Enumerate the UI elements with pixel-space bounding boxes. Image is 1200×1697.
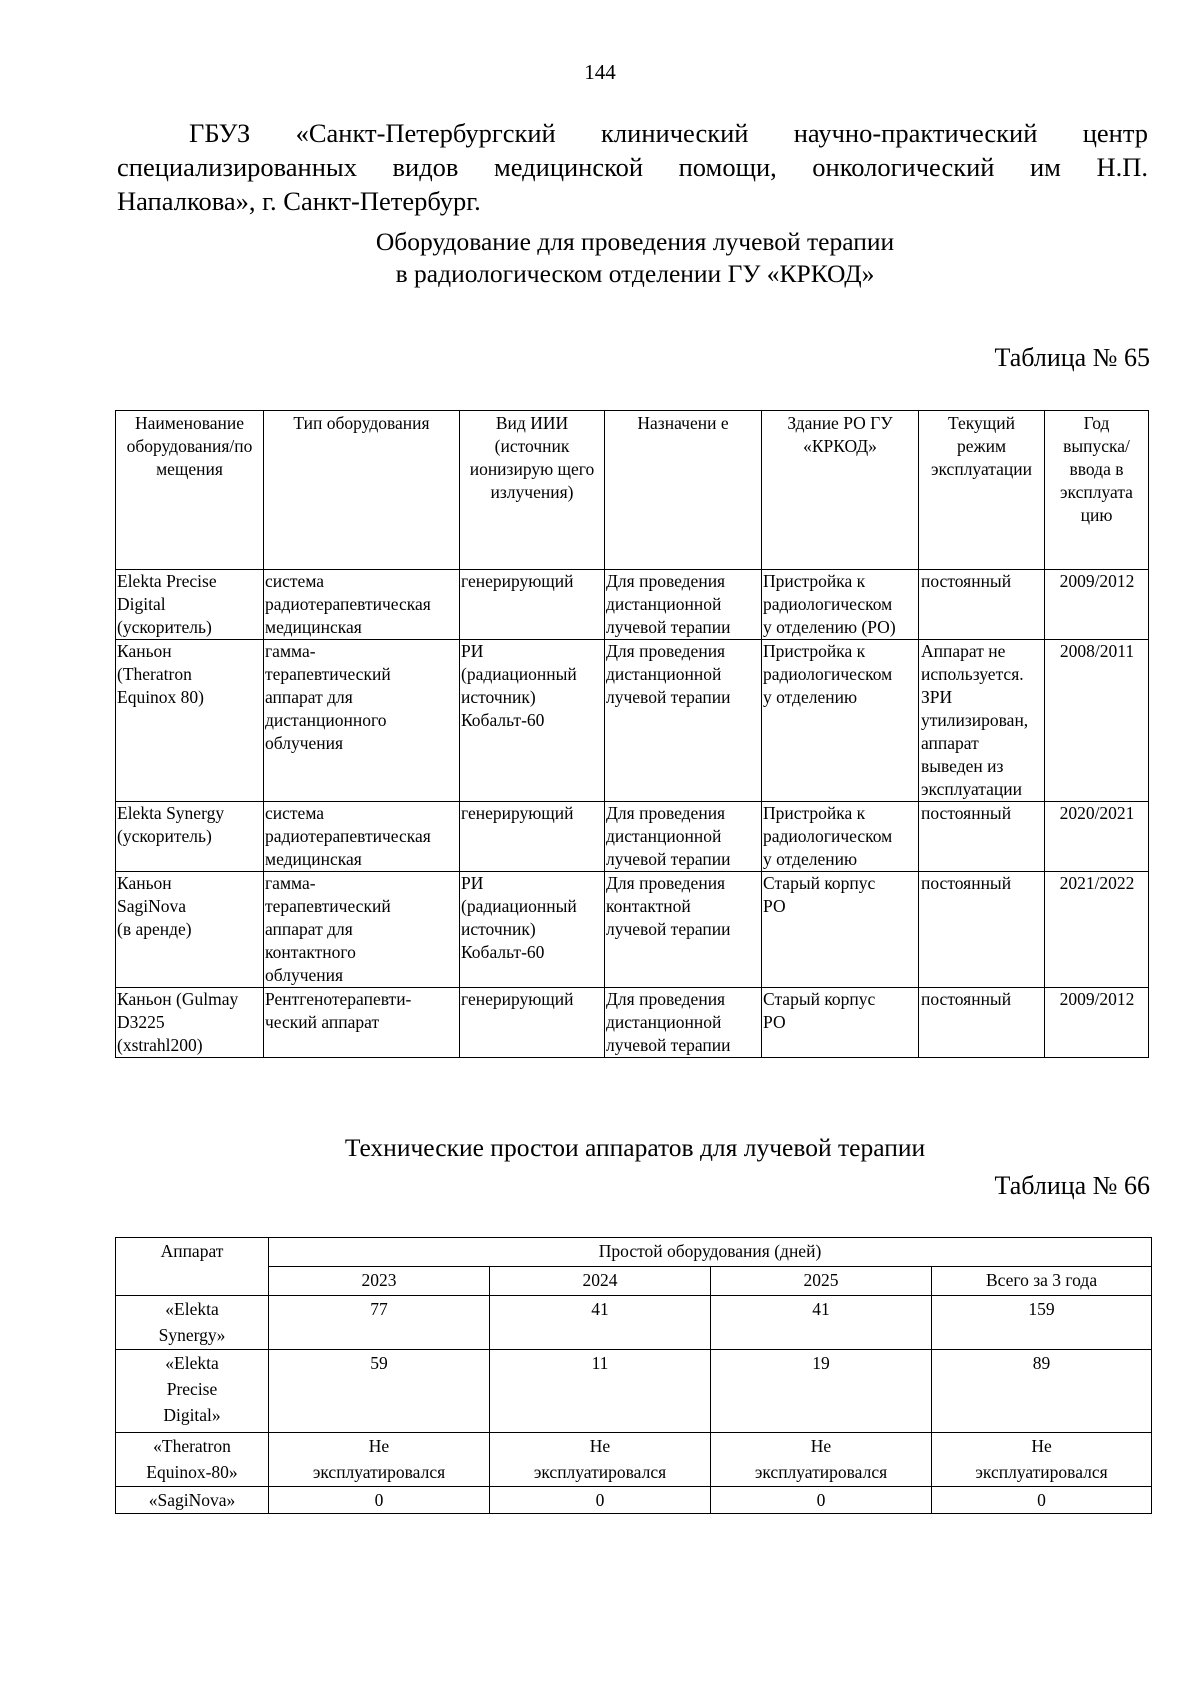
cell-line: источник) [461,919,536,939]
cell-line: радиотерапевтическая [265,594,431,614]
cell-line: «Elekta [165,1353,219,1373]
cell-line: Здание РО ГУ [787,413,893,433]
cell-line: Пристройка к [763,641,866,661]
cell-line: контактного [265,942,356,962]
cell-equipment-name [116,570,264,640]
cell-line: 41 [591,1299,609,1319]
header-building [762,411,919,570]
cell-equipment-type [264,802,460,872]
cell-line: Пристройка к [763,803,866,823]
table-row [116,1350,1152,1433]
cell-line: Наименование [134,413,245,433]
cell-line: Старый корпус [763,989,876,1009]
cell-building [762,872,919,988]
cell-line: 159 [1028,1299,1055,1319]
cell-line: медицинская [265,849,362,869]
cell-building [762,802,919,872]
cell-line: Год [1083,413,1110,433]
cell-line: эксплуатации [930,459,1032,479]
cell-line: у отделению [763,687,858,707]
intro-line: Напалкова», г. Санкт-Петербург. [117,186,481,216]
cell-purpose [605,872,762,988]
cell-equipment-name [116,872,264,988]
cell-equipment-name [116,988,264,1058]
table-row [116,1487,1152,1514]
section-title-line: Оборудование для проведения лучевой терапии [375,227,895,256]
cell-radiation-source [460,640,605,802]
cell-line: ионизирую щего [469,459,595,479]
cell-line: Digital» [163,1405,221,1425]
cell-status [919,872,1045,988]
cell-line: D3225 [117,1012,165,1032]
table-row [116,872,1149,988]
header-year: 2023 [269,1267,490,1296]
cell-line: 0 [374,1490,384,1510]
intro-paragraph [117,116,1148,218]
header-total: Всего за 3 года [932,1267,1152,1296]
cell-line: 77 [370,1299,388,1319]
table-label-66: Таблица № 66 [994,1171,1150,1200]
header-year [1045,411,1149,570]
cell-line: радиологическом [763,826,893,846]
cell-equipment-name [116,802,264,872]
cell-line: утилизирован, [921,710,1029,730]
cell-line: Equinox 80) [117,687,205,707]
cell-line: (xstrahl200) [117,1035,203,1055]
cell-line: эксплуатировался [754,1462,888,1482]
cell-line: генерирующий [461,989,574,1009]
cell-year [1045,570,1149,640]
table-row [116,1433,1152,1487]
cell-line: Digital [117,594,166,614]
cell-purpose [605,802,762,872]
cell-total [932,1296,1152,1350]
cell-line: Старый корпус [763,873,876,893]
cell-apparatus [116,1350,269,1433]
cell-status [919,570,1045,640]
cell-line: у отделению [763,849,858,869]
equipment-table [115,410,1149,1058]
cell-line: система [265,803,325,823]
cell-line: облучения [265,733,344,753]
cell-line: Текущий [947,413,1015,433]
header-operating-mode [919,411,1045,570]
table-row [116,802,1149,872]
cell-purpose [605,988,762,1058]
cell-line: 41 [812,1299,830,1319]
header-equipment-type [264,411,460,570]
cell-line: терапевтический [265,664,391,684]
table-label-65: Таблица № 65 [994,343,1150,372]
cell-radiation-source [460,872,605,988]
cell-line: Назначени е [637,413,729,433]
cell-downtime [269,1296,490,1350]
cell-year [1045,640,1149,802]
cell-downtime [490,1433,711,1487]
cell-line: «SagiNova» [148,1490,236,1510]
cell-line: выведен из [921,756,1004,776]
cell-line: 2008/2011 [1059,641,1135,661]
cell-line: Пристройка к [763,571,866,591]
cell-line: оборудования/по [126,436,253,456]
page-number: 144 [584,60,616,84]
cell-line: аппарат для [265,919,353,939]
cell-equipment-type [264,570,460,640]
cell-line: эксплуатации [921,779,1023,799]
cell-line: (ускоритель) [117,826,212,846]
cell-line: ЗРИ [921,687,953,707]
cell-line: 2009/2012 [1059,989,1135,1009]
downtime-table [115,1237,1152,1514]
cell-downtime [711,1350,932,1433]
cell-downtime [711,1433,932,1487]
cell-line: дистанционного [265,710,387,730]
cell-line: РО [763,1012,786,1032]
cell-line: постоянный [921,571,1012,591]
cell-line: лучевой терапии [606,687,731,707]
cell-line: лучевой терапии [606,1035,731,1055]
cell-line: Для проведения [606,571,726,591]
cell-line: генерирующий [461,571,574,591]
cell-line: Equinox-80» [146,1462,238,1482]
cell-line: 2020/2021 [1059,803,1135,823]
cell-apparatus [116,1296,269,1350]
cell-radiation-source [460,802,605,872]
cell-line: лучевой терапии [606,919,731,939]
cell-downtime [269,1433,490,1487]
cell-equipment-type [264,640,460,802]
cell-line: постоянный [921,873,1012,893]
cell-downtime [711,1487,932,1514]
cell-line: Precise [166,1379,218,1399]
cell-line: Не [589,1436,611,1456]
cell-line: Кобальт-60 [461,710,545,730]
cell-line: 0 [1037,1490,1046,1510]
cell-line: Каньон [117,873,172,893]
cell-year [1045,802,1149,872]
cell-line: радиологическом [763,594,893,614]
cell-purpose [605,640,762,802]
cell-year [1045,872,1149,988]
cell-downtime [269,1350,490,1433]
cell-line: цию [1080,505,1113,525]
cell-line: 19 [812,1353,830,1373]
cell-line: гамма- [265,873,316,893]
cell-line: 2009/2012 [1059,571,1135,591]
cell-line: лучевой терапии [606,617,731,637]
cell-line: аппарат для [265,687,353,707]
cell-status [919,640,1045,802]
cell-total [932,1350,1152,1433]
cell-line: «Theratron [153,1436,231,1456]
cell-equipment-name [116,640,264,802]
cell-line: ввода в [1069,459,1124,479]
cell-line: 11 [591,1353,609,1373]
cell-line: дистанционной [606,594,722,614]
cell-line: Тип оборудования [293,413,430,433]
cell-line: ческий аппарат [265,1012,380,1032]
cell-line: Elekta Synergy [117,803,225,823]
cell-line: Elekta Precise [117,571,217,591]
cell-line: РО [763,896,786,916]
cell-line: эксплуата [1060,482,1133,502]
cell-line: SagiNova [117,896,187,916]
cell-line: постоянный [921,989,1012,1009]
intro-line: ГБУЗ «Санкт-Петербургский клинический научно-практический центр [189,118,1148,148]
cell-line: дистанционной [606,1012,722,1032]
header-purpose [605,411,762,570]
cell-downtime [490,1296,711,1350]
cell-line: эксплуатировался [533,1462,667,1482]
cell-line: 89 [1032,1353,1051,1373]
cell-total [932,1487,1152,1514]
cell-line: (Theratron [117,664,192,684]
cell-line: Рентгенотерапевти- [265,989,412,1009]
table-row [116,570,1149,640]
cell-line: эксплуатировался [312,1462,446,1482]
cell-line: Для проведения [606,873,726,893]
cell-line: Не [1031,1436,1052,1456]
cell-line: аппарат [921,733,979,753]
cell-line: у отделению (РО) [763,617,896,637]
cell-status [919,988,1045,1058]
cell-line: излучения) [490,482,574,502]
cell-line: (источник [494,436,570,456]
cell-downtime [269,1487,490,1514]
cell-year [1045,988,1149,1058]
section-title-equipment [0,226,1200,290]
cell-line: выпуска/ [1063,436,1130,456]
cell-line: Не [810,1436,832,1456]
cell-line: «Elekta [165,1299,219,1319]
table-row [116,988,1149,1058]
cell-equipment-type [264,988,460,1058]
section-title-downtime: Технические простои аппаратов для лучевой терапии [344,1133,926,1162]
table-subheader-row [116,1267,1152,1296]
cell-line: 59 [370,1353,388,1373]
cell-line: Для проведения [606,641,726,661]
cell-purpose [605,570,762,640]
cell-line: радиологическом [763,664,893,684]
cell-line: Не [368,1436,390,1456]
cell-line: Для проведения [606,989,726,1009]
cell-line: контактной [606,896,691,916]
cell-equipment-type [264,872,460,988]
cell-line: (радиационный [461,896,577,916]
cell-line: мещения [156,459,223,479]
cell-line: (ускоритель) [117,617,212,637]
header-year: 2025 [711,1267,932,1296]
cell-line: Для проведения [606,803,726,823]
cell-line: гамма- [265,641,316,661]
cell-building [762,640,919,802]
cell-downtime [490,1487,711,1514]
header-downtime-group: Простой оборудования (дней) [269,1238,1152,1267]
cell-line: 0 [595,1490,605,1510]
cell-line: Вид ИИИ [495,413,569,433]
cell-line: 0 [816,1490,826,1510]
cell-line: постоянный [921,803,1012,823]
cell-line: дистанционной [606,826,722,846]
table-row [116,640,1149,802]
cell-line: источник) [461,687,536,707]
cell-line: дистанционной [606,664,722,684]
cell-line: терапевтический [265,896,391,916]
cell-line: эксплуатировался [975,1462,1108,1482]
cell-line: Кобальт-60 [461,942,545,962]
cell-line: РИ [461,873,484,893]
header-radiation-source [460,411,605,570]
cell-line: 2021/2022 [1059,873,1135,893]
cell-line: Каньон [117,641,172,661]
cell-building [762,570,919,640]
cell-line: используется. [921,664,1024,684]
cell-line: Synergy» [158,1325,226,1345]
cell-line: Каньон (Gulmay [117,989,239,1009]
cell-line: (радиационный [461,664,577,684]
cell-line: (в аренде) [117,919,192,939]
cell-apparatus [116,1487,269,1514]
cell-radiation-source [460,988,605,1058]
section-title-line: в радиологическом отделении ГУ «КРКОД» [395,259,875,288]
cell-total [932,1433,1152,1487]
table-header-row [116,411,1149,570]
intro-line: специализированных видов медицинской помощи, онкологический им Н.П. [117,152,1148,182]
cell-downtime [490,1350,711,1433]
cell-line: облучения [265,965,344,985]
cell-line: режим [956,436,1007,456]
cell-line: медицинская [265,617,362,637]
table-row [116,1296,1152,1350]
cell-downtime [711,1296,932,1350]
header-apparatus: Аппарат [116,1238,269,1296]
table-header-row [116,1238,1152,1267]
cell-line: лучевой терапии [606,849,731,869]
cell-apparatus [116,1433,269,1487]
cell-line: система [265,571,325,591]
cell-radiation-source [460,570,605,640]
cell-line: генерирующий [461,803,574,823]
cell-line: «КРКОД» [803,436,877,456]
cell-line: РИ [461,641,484,661]
cell-status [919,802,1045,872]
cell-line: радиотерапевтическая [265,826,431,846]
header-equipment-name [116,411,264,570]
header-year: 2024 [490,1267,711,1296]
cell-line: Аппарат не [921,641,1006,661]
cell-building [762,988,919,1058]
